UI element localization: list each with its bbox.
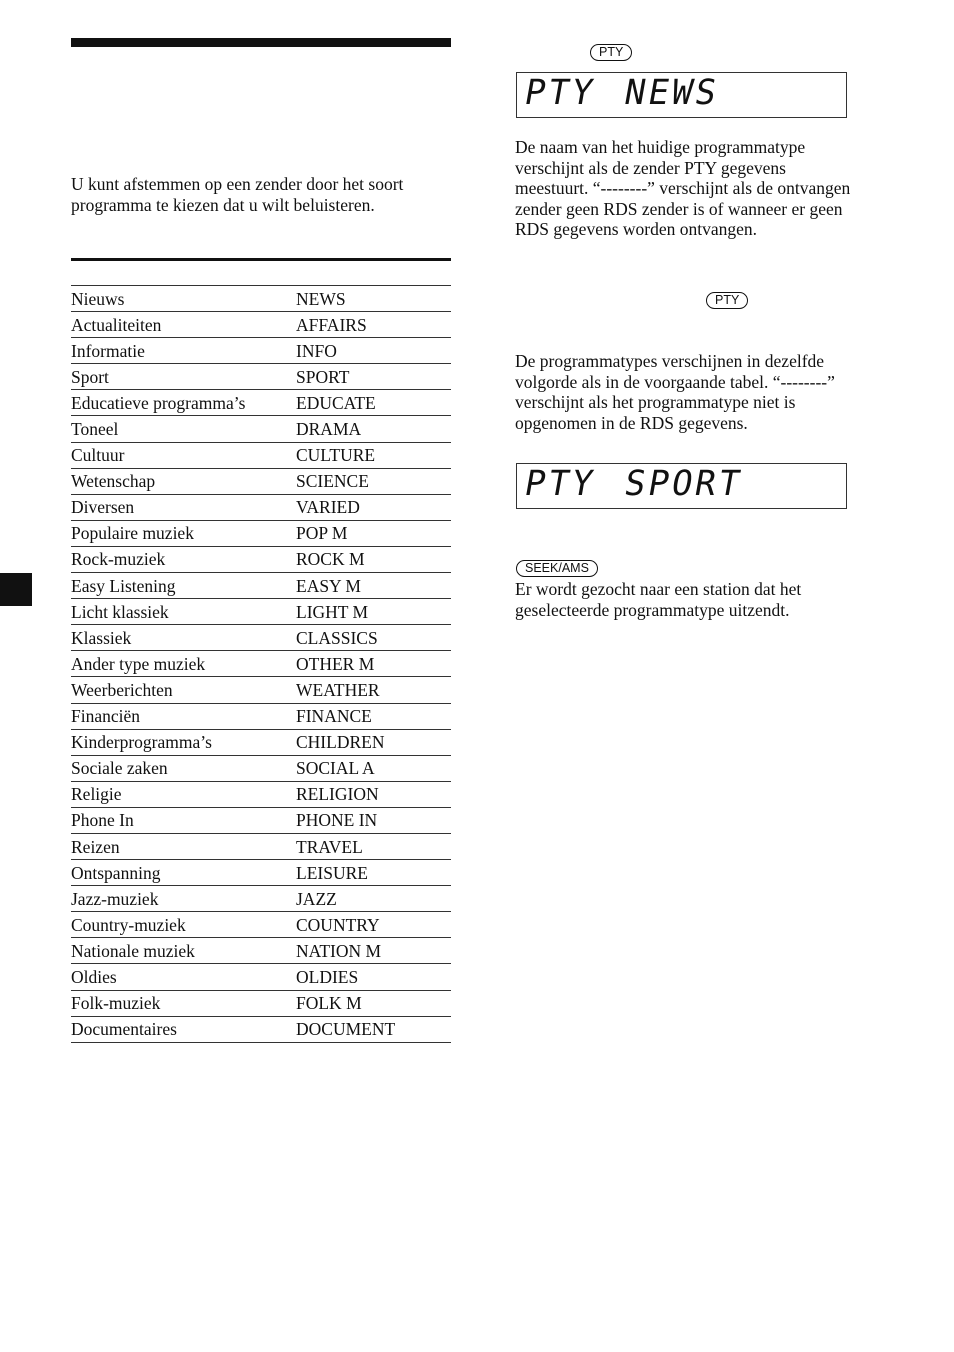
intro-paragraph: U kunt afstemmen op een zender door het soort programma te kiezen dat u wilt beluisteren. xyxy=(71,174,404,215)
program-type-name: Rock-muziek xyxy=(71,546,296,572)
program-type-name: Klassiek xyxy=(71,625,296,651)
program-type-name: Jazz-muziek xyxy=(71,886,296,912)
program-type-code: DOCUMENT xyxy=(296,1016,451,1042)
program-type-code: LEISURE xyxy=(296,860,451,886)
lcd-label-pty-2: PTY xyxy=(521,463,600,505)
table-row xyxy=(71,651,451,677)
program-type-code: SOCIAL A xyxy=(296,755,451,781)
table-row xyxy=(71,468,451,494)
lcd-value-news: NEWS xyxy=(621,72,723,114)
program-type-code: SCIENCE xyxy=(296,468,451,494)
program-type-code: ROCK M xyxy=(296,546,451,572)
step2-paragraph: De programmatypes verschijnen in dezelfde volgorde als in de voorgaande tabel. “--------” verschijnt als het programmatype niet is opgenomen in de RDS gegevens. xyxy=(515,351,835,433)
program-type-code: VARIED xyxy=(296,494,451,520)
program-type-name: Financiën xyxy=(71,703,296,729)
program-type-name: Folk-muziek xyxy=(71,990,296,1016)
program-type-name: Educatieve programma’s xyxy=(71,390,296,416)
program-type-code: NATION M xyxy=(296,938,451,964)
program-type-table xyxy=(71,285,451,1043)
table-row xyxy=(71,912,451,938)
lcd-display-sport xyxy=(516,463,847,509)
program-type-code: COUNTRY xyxy=(296,912,451,938)
lcd-display-news xyxy=(516,72,847,118)
program-type-code: CHILDREN xyxy=(296,729,451,755)
table-row xyxy=(71,990,451,1016)
program-type-name: Toneel xyxy=(71,416,296,442)
table-row xyxy=(71,312,451,338)
program-type-name: Ontspanning xyxy=(71,860,296,886)
program-type-code: FOLK M xyxy=(296,990,451,1016)
program-type-code: RELIGION xyxy=(296,781,451,807)
table-row xyxy=(71,703,451,729)
program-type-name: Country-muziek xyxy=(71,912,296,938)
program-type-code: EASY M xyxy=(296,573,451,599)
lcd-label-pty: PTY xyxy=(521,72,600,114)
table-row xyxy=(71,442,451,468)
table-row xyxy=(71,364,451,390)
table-row xyxy=(71,599,451,625)
table-row xyxy=(71,286,451,312)
program-type-name: Religie xyxy=(71,781,296,807)
program-type-code: OTHER M xyxy=(296,651,451,677)
program-type-name: Ander type muziek xyxy=(71,651,296,677)
program-type-name: Oldies xyxy=(71,964,296,990)
table-row xyxy=(71,625,451,651)
table-row xyxy=(71,964,451,990)
program-type-name: Informatie xyxy=(71,338,296,364)
program-type-code: OLDIES xyxy=(296,964,451,990)
program-type-code: INFO xyxy=(296,338,451,364)
step3-paragraph: Er wordt gezocht naar een station dat het geselecteerde programmatype uitzendt. xyxy=(515,579,802,620)
program-type-name: Kinderprogramma’s xyxy=(71,729,296,755)
program-type-name: Easy Listening xyxy=(71,573,296,599)
program-type-name: Weerberichten xyxy=(71,677,296,703)
table-row xyxy=(71,755,451,781)
program-type-code: TRAVEL xyxy=(296,833,451,859)
table-row xyxy=(71,416,451,442)
table-row xyxy=(71,886,451,912)
program-type-code: FINANCE xyxy=(296,703,451,729)
program-type-name: Reizen xyxy=(71,833,296,859)
program-type-name: Nieuws xyxy=(71,286,296,312)
table-row xyxy=(71,1016,451,1042)
step1-paragraph: De naam van het huidige programmatype verschijnt als de zender PTY gegevens meestuurt. “--------” verschijnt als de ontvangen zender geen RDS zender is of wanneer er geen RDS gegevens worden ontvangen. xyxy=(515,137,851,239)
pty-button-2[interactable]: PTY xyxy=(706,292,748,309)
program-type-code: CLASSICS xyxy=(296,625,451,651)
table-row xyxy=(71,860,451,886)
program-type-code: SPORT xyxy=(296,364,451,390)
table-row xyxy=(71,677,451,703)
program-type-name: Sociale zaken xyxy=(71,755,296,781)
program-type-name: Phone In xyxy=(71,807,296,833)
table-heading-bar xyxy=(71,258,451,261)
program-type-code: PHONE IN xyxy=(296,807,451,833)
program-type-name: Wetenschap xyxy=(71,468,296,494)
program-type-code: WEATHER xyxy=(296,677,451,703)
table-row xyxy=(71,573,451,599)
program-type-name: Sport xyxy=(71,364,296,390)
table-row xyxy=(71,494,451,520)
program-type-name: Cultuur xyxy=(71,442,296,468)
program-type-code: POP M xyxy=(296,520,451,546)
table-row xyxy=(71,833,451,859)
program-type-code: DRAMA xyxy=(296,416,451,442)
program-type-name: Nationale muziek xyxy=(71,938,296,964)
program-type-name: Populaire muziek xyxy=(71,520,296,546)
table-row xyxy=(71,938,451,964)
table-row xyxy=(71,781,451,807)
program-type-name: Diversen xyxy=(71,494,296,520)
program-type-code: AFFAIRS xyxy=(296,312,451,338)
program-type-code: EDUCATE xyxy=(296,390,451,416)
program-type-name: Actualiteiten xyxy=(71,312,296,338)
table-row xyxy=(71,390,451,416)
table-row xyxy=(71,546,451,572)
program-type-code: NEWS xyxy=(296,286,451,312)
table-row xyxy=(71,807,451,833)
chapter-tab-marker xyxy=(0,573,32,606)
program-type-code: CULTURE xyxy=(296,442,451,468)
lcd-value-sport: SPORT xyxy=(621,463,746,505)
program-type-code: JAZZ xyxy=(296,886,451,912)
section-heading-bar xyxy=(71,38,451,47)
program-type-name: Documentaires xyxy=(71,1016,296,1042)
program-type-code: LIGHT M xyxy=(296,599,451,625)
table-row xyxy=(71,729,451,755)
table-row xyxy=(71,338,451,364)
table-row xyxy=(71,520,451,546)
program-type-name: Licht klassiek xyxy=(71,599,296,625)
pty-button[interactable]: PTY xyxy=(590,44,632,61)
seek-ams-button[interactable]: SEEK/AMS xyxy=(516,560,598,577)
